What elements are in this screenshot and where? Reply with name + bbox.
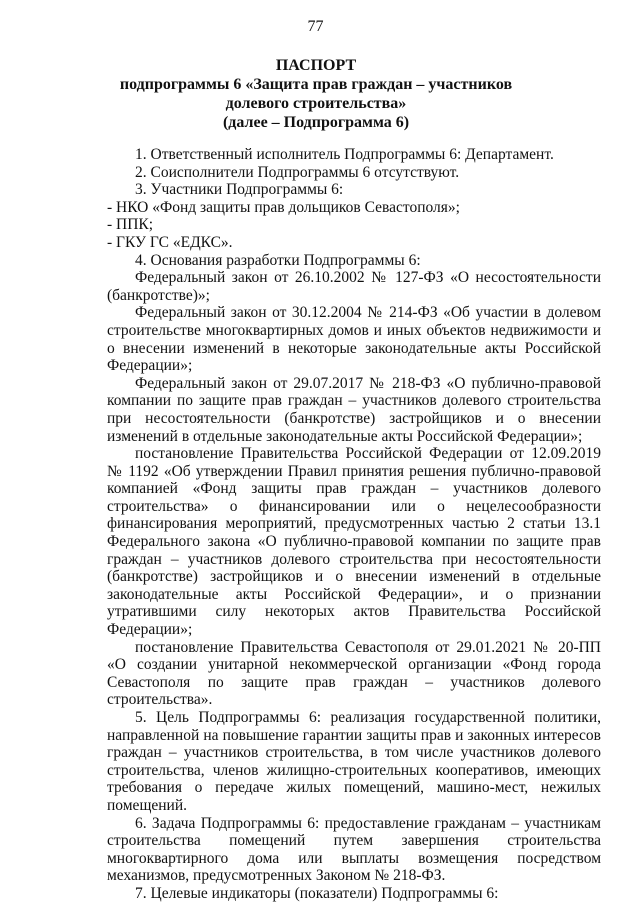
title-subprogram-name: подпрограммы 6 «Защита прав граждан – участников долевого строительства» <box>119 76 513 112</box>
paragraph-co-executors: 2. Соисполнители Подпрограммы 6 отсутствуют. <box>135 163 460 181</box>
paragraph-task: 6. Задача Подпрограммы 6: предоставление гражданам – участникам строительства помещений путем завершения строительства многоквартирного дома или выплаты возмещения посредством механизмов, предусмотренных Законом № 218-ФЗ. <box>107 814 601 885</box>
passport-body <box>107 146 601 903</box>
paragraph-responsible-executor: 1. Ответственный исполнитель Подпрограммы 6: Департамент. <box>135 146 554 163</box>
paragraph-resolution-20pp: постановление Правительства Севастополя от 29.01.2021 № 20-ПП «О создании унитарной некоммерческой организации «Фонд города Севастополя по защите прав граждан – участников долевого строительства». <box>107 638 601 709</box>
page-number: 77 <box>307 18 324 35</box>
paragraph-target-indicators: 7. Целевые индикаторы (показатели) Подпрограммы 6: <box>135 884 499 902</box>
title-heading: ПАСПОРТ <box>275 57 357 74</box>
paragraph-law-214: Федеральный закон от 30.12.2004 № 214-ФЗ «Об участии в долевом строительстве многоквартирных домов и иных объектов недвижимости и о внесении изменений в некоторые законодательные акты Российской Федерации»; <box>107 304 601 375</box>
paragraph-law-127: Федеральный закон от 26.10.2002 № 127-ФЗ «О несостоятельности (банкротстве)»; <box>107 269 601 304</box>
paragraph-resolution-1192: постановление Правительства Российской Федерации от 12.09.2019 № 1192 «Об утверждении Правил принятия решения публично-правовой компанией «Фонд защиты прав граждан – участников долевого строительства» о финансировании или о нецелесообразности финансирования мероприятий, предусмотренных частью 2 статьи 13.1 Федерального закона «О публично-правовой компании по защите прав граждан – участников долевого строительства при несостоятельности (банкротстве) застройщиков и о внесении изменений в отдельные законодательные акты Российской Федерации», и о признании утратившими силу некоторых актов Правительства Российской Федерации»; <box>107 445 601 639</box>
passport-title-block <box>96 56 536 132</box>
title-abbreviation: (далее – Подпрограмма 6) <box>222 114 410 131</box>
paragraph-grounds-heading: 4. Основания разработки Подпрограммы 6: <box>135 251 421 269</box>
paragraph-participants-heading: 3. Участники Подпрограммы 6: <box>135 181 344 199</box>
list-item-participant-ppk: - ППК; <box>107 216 154 234</box>
list-item-participant-nko: - НКО «Фонд защиты прав дольщиков Севастополя»; <box>107 198 460 216</box>
paragraph-law-218: Федеральный закон от 29.07.2017 № 218-ФЗ «О публично-правовой компании по защите прав граждан – участников долевого строительства при несостоятельности (банкротстве) застройщиков и о внесении изменений в отдельные законодательные акты Российской Федерации»; <box>107 374 601 445</box>
paragraph-goal: 5. Цель Подпрограммы 6: реализация государственной политики, направленной на повышение гарантии защиты прав и законных интересов граждан – участников строительства, в том числе участников долевого строительства, членов жилищно-строительных кооперативов, имеющих требования о передаче жилых помещений, машино-мест, нежилых помещений. <box>107 709 601 814</box>
list-item-participant-gku: - ГКУ ГС «ЕДКС». <box>107 233 233 251</box>
